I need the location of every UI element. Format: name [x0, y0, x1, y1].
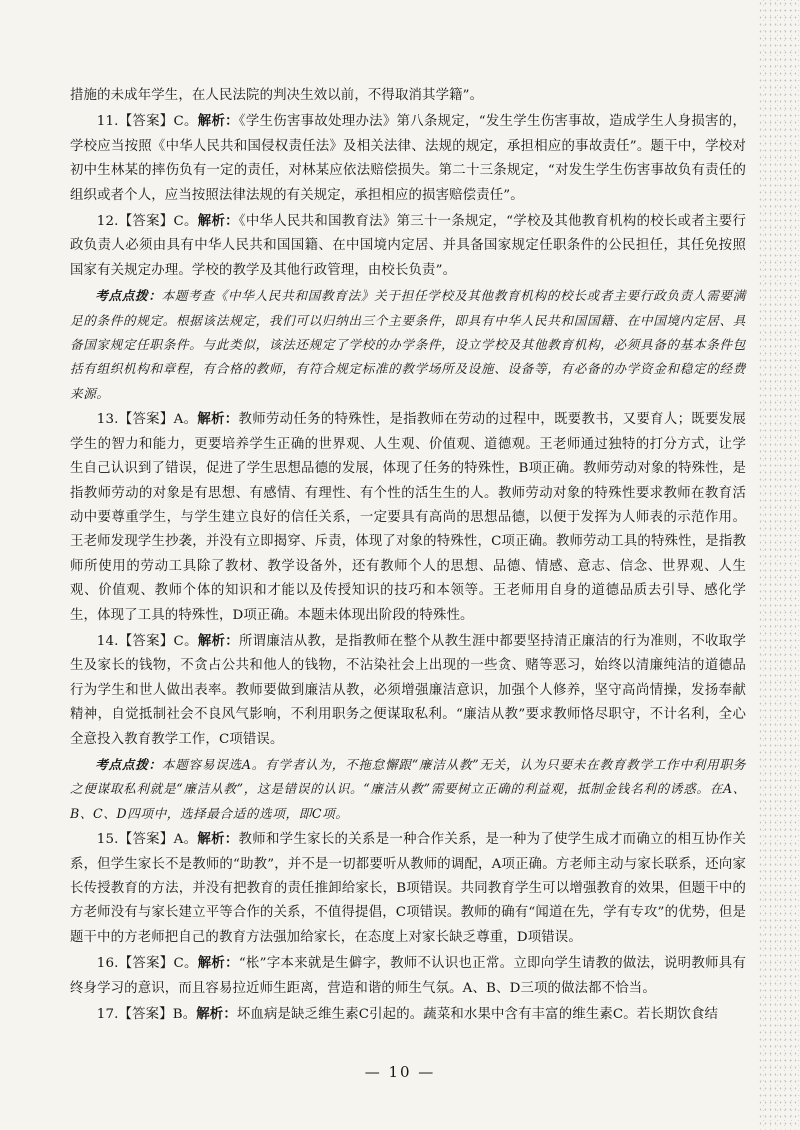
answer-choice: A。	[173, 412, 198, 428]
analysis-text: “枨”字本来就是生僻字，教师不认识也正常。立即向学生请教的做法，说明教师具有终身学习的意识，而且容易拉近师生距离，营造和谐的师生气氛。A、B、D三项的做法都不恰当。	[70, 956, 746, 996]
analysis-text: 所谓廉洁从教，是指教师在整个从教生涯中都要坚持清正廉洁的行为准则，不收取学生及家长的钱物，不贪占公共和他人的钱物，不沾染社会上出现的一些贪、赌等恶习，始终以清廉纯洁的道德品行为学生和世人做出表率。教师要做到廉洁从教，必须增强廉洁意识，加强个人修养，坚守高尚情操，发扬奉献精神，自觉抵制社会不良风气影响，不利用职务之便谋取私利。“廉洁从教”要求教师恪尽职守，不计名利，全心全意投入教育教学工作，C项错误。	[70, 633, 746, 747]
answer-choice: C。	[173, 114, 198, 130]
tip-text: 本题考查《中华人民共和国教育法》关于担任学校及其他教育机构的校长或者主要行政负责人需要满足的条件的规定。根据该法规定，我们可以归纳出三个主要条件，即具有中华人民共和国国籍、在中国境内定居、具备国家规定任职条件。与此类似，该法还规定了学校的办学条件，设立学校及其他教育机构，必须具备的基本条件包括有组织机构和章程，有合格的教师，有符合规定标准的教学场所及设施、设备等，有必备的办学资金和稳定的经费来源。	[70, 288, 746, 401]
analysis-label: 解析：	[196, 1006, 237, 1023]
exam-tip-14	[70, 753, 746, 826]
answer-label: 17.【答案】	[96, 1007, 173, 1023]
tip-text: 本题容易误选A。有学者认为，不拖怠懈跟“廉洁从教”无关，认为只要未在教育教学工作中利用职务之便谋取私利就是“廉洁从教”，这是错误的认识。“廉洁从教”需要树立正确的利益观，抵制金钱名利的诱惑。在A、B、C、D四项中，选择最合适的选项，即C项。	[70, 756, 746, 821]
paragraph-continued: 措施的未成年学生，在人民法院的判决生效以前，不得取消其学籍”。	[70, 88, 484, 103]
answer-label: 11.【答案】	[96, 114, 174, 130]
answer-choice: C。	[173, 214, 198, 230]
answer-choice: B。	[172, 1007, 197, 1023]
scan-noise-edge	[758, 0, 800, 1130]
answer-choice: C。	[173, 633, 198, 649]
answer-label: 15.【答案】	[96, 832, 174, 848]
answer-explanations	[70, 84, 746, 1028]
tip-label: 考点点拨：	[95, 756, 162, 772]
answer-item-12	[70, 209, 746, 283]
answer-label: 14.【答案】	[96, 633, 174, 649]
exam-tip-12	[70, 284, 746, 406]
answer-label: 16.【答案】	[96, 956, 174, 972]
answer-choice: A。	[173, 832, 198, 848]
answer-label: 13.【答案】	[96, 412, 174, 428]
analysis-label: 解析：	[197, 213, 239, 230]
tip-label: 考点点拨：	[95, 288, 162, 304]
answer-item-15	[70, 827, 746, 950]
answer-item-14	[70, 629, 746, 752]
analysis-text: 教师和学生家长的关系是一种合作关系，是一种为了使学生成才而确立的相互协作关系，但学生家长不是教师的“助教”，并不是一切都要听从教师的调配，A项正确。方老师主动与家长联系，还向家长传授教育的方法，并没有把教育的责任推卸给家长，B项错误。共同教育学生可以增强教育的效果，但题干中的方老师没有与家长建立平等合作的关系，不值得提倡，C项错误。教师的确有“闻道在先，学有专攻”的优势，但是题干中的方老师把自己的教育方法强加给家长，在态度上对家长缺乏尊重，D项错误。	[70, 832, 746, 945]
analysis-text: 《学生伤害事故处理办法》第八条规定，“发生学生伤害事故，造成学生人身损害的，学校应当按照《中华人民共和国侵权责任法》及相关法律、法规的规定，承担相应的事故责任”。题干中，学校对初中生林某的摔伤负有一定的责任，对林某应依法赔偿损失。第二十三条规定，“对发生学生伤害事故负有责任的组织或者个人，应当按照法律法规的有关规定，承担相应的损害赔偿责任”。	[70, 114, 747, 203]
analysis-label: 解析：	[197, 632, 239, 649]
analysis-text: 《中华人民共和国教育法》第三十一条规定，“学校及其他教育机构的校长或者主要行政负责人必须由具有中华人民共和国国籍、在中国境内定居、并具备国家规定任职条件的公民担任，其任免按照国家有关规定办理。学校的教学及其他行政管理，由校长负责”。	[70, 214, 747, 278]
answer-label: 12.【答案】	[96, 214, 174, 230]
analysis-label: 解析：	[197, 955, 239, 972]
answer-choice: C。	[173, 956, 198, 972]
analysis-text: 教师劳动任务的特殊性，是指教师在劳动的过程中，既要教书，又要育人；既要发展学生的智力和能力，更要培养学生正确的世界观、人生观、价值观、道德观。王老师通过独特的打分方式，让学生自己认识到了错误，促进了学生思想品德的发展，体现了任务的特殊性，B项正确。教师劳动对象的特殊性，是指教师劳动的对象是有思想、有感情、有理性、有个性的活生生的人。教师劳动对象的特殊性要求教师在教育活动中要尊重学生，与学生建立良好的信任关系，一定要具有高尚的思想品德，以便于发挥为人师表的示范作用。王老师发现学生抄袭，并没有立即揭穿、斥责，体现了对象的特殊性，C项正确。教师劳动工具的特殊性，是指教师所使用的劳动工具除了教材、教学设备外，还有教师个人的思想、品德、情感、意志、信念、世界观、人生观、价值观、教师个体的知识和才能以及传授知识的技巧和本领等。王老师用自身的道德品质去引导、感化学生，体现了工具的特殊性，D项正确。本题未体现出阶段的特殊性。	[70, 412, 746, 623]
analysis-label: 解析：	[197, 113, 239, 130]
analysis-text: 坏血病是缺乏维生素C引起的。蔬菜和水果中含有丰富的维生素C。若长期饮食结	[236, 1007, 719, 1023]
answer-item-17	[70, 1002, 746, 1027]
answer-item-11	[70, 109, 746, 208]
analysis-label: 解析：	[197, 411, 239, 428]
answer-item-16	[70, 951, 746, 1001]
answer-item-13	[70, 407, 746, 628]
page-number: — 10 —	[364, 1063, 436, 1081]
analysis-label: 解析：	[197, 831, 239, 848]
